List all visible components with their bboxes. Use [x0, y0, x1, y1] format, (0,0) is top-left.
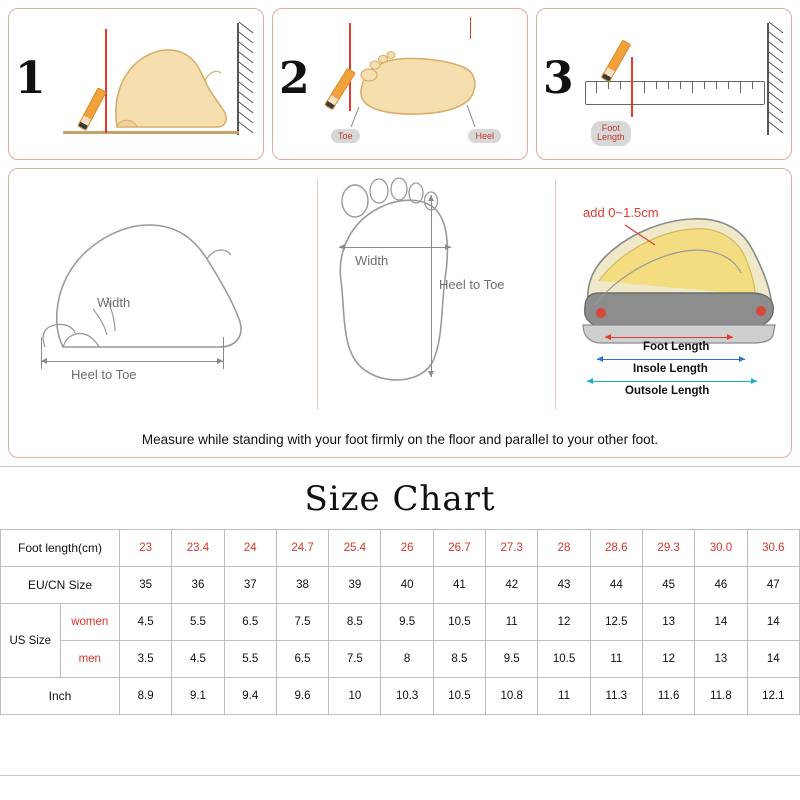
side-htt-tick-left: [41, 337, 42, 369]
step-number-1: 1: [15, 53, 46, 104]
cell: 11.6: [642, 678, 694, 715]
red-mark-line-3: [631, 57, 633, 117]
cell: 41: [433, 567, 485, 604]
cell: 9.6: [276, 678, 328, 715]
panel-divider-1: [317, 179, 318, 409]
insole-length-arrow: [597, 359, 745, 360]
cell: 28: [538, 530, 590, 567]
top-view-foot-outline: [321, 175, 551, 425]
cell: 10: [329, 678, 381, 715]
cell: 47: [747, 567, 799, 604]
table-row-eu-cn: [1, 567, 800, 604]
row-label-inch: Inch: [1, 678, 120, 715]
foot-length-label-line1: Foot: [601, 123, 620, 133]
side-heel-to-toe-label: Heel to Toe: [71, 367, 137, 382]
cell: 42: [486, 567, 538, 604]
cell: 4.5: [120, 604, 172, 641]
foot-length-label-line2: Length: [597, 132, 625, 143]
cell: 30.6: [747, 530, 799, 567]
wall-line-3: [767, 23, 769, 135]
table-row-us-men: [1, 641, 800, 678]
table-row-us-women: [1, 604, 800, 641]
foot-length-arrow: [605, 337, 733, 338]
size-chart-section: [0, 466, 800, 776]
cell: 11: [538, 678, 590, 715]
cell: 5.5: [224, 641, 276, 678]
step-panel-1: [8, 8, 264, 160]
cell: 9.5: [486, 641, 538, 678]
size-chart-title: Size Chart: [304, 479, 496, 519]
side-width-label: Width: [97, 295, 131, 310]
table-row-inch: [1, 678, 800, 715]
step-panel-3: [536, 8, 792, 160]
cell: 43: [538, 567, 590, 604]
heel-label: Heel: [468, 129, 501, 143]
measurement-note: Measure while standing with your foot firmly on the floor and parallel to your other foot.: [141, 432, 659, 447]
step-panel-2: [272, 8, 528, 160]
cell: 40: [381, 567, 433, 604]
cell: 10.3: [381, 678, 433, 715]
cell: 37: [224, 567, 276, 604]
cell: 10.8: [486, 678, 538, 715]
row-label-eu-cn: EU/CN Size: [1, 567, 120, 604]
cell: 14: [747, 604, 799, 641]
cell: 39: [329, 567, 381, 604]
cell: 14: [747, 641, 799, 678]
cell: 23: [120, 530, 172, 567]
add-allowance-label: add 0~1.5cm: [583, 205, 659, 220]
cell: 12: [538, 604, 590, 641]
cell: 8: [381, 641, 433, 678]
step-number-3: 3: [543, 53, 574, 104]
panel-divider-2: [555, 179, 556, 409]
cell: 28.6: [590, 530, 642, 567]
insole-length-label: Insole Length: [633, 363, 708, 375]
steps-row: [0, 0, 800, 160]
cell: 29.3: [642, 530, 694, 567]
wall-hatching-3: [769, 23, 783, 135]
cell: 7.5: [329, 641, 381, 678]
cell: 11.8: [695, 678, 747, 715]
cell: 13: [642, 604, 694, 641]
cell: 4.5: [172, 641, 224, 678]
cell: 36: [172, 567, 224, 604]
cell: 44: [590, 567, 642, 604]
cell: 13: [695, 641, 747, 678]
top-heel-to-toe-label: Heel to Toe: [439, 277, 505, 292]
cell: 6.5: [224, 604, 276, 641]
cell: 3.5: [120, 641, 172, 678]
cell: 23.4: [172, 530, 224, 567]
row-label-foot-length: Foot length(cm): [1, 530, 120, 567]
side-heel-to-toe-arrow: [41, 361, 223, 362]
table-row-foot-length: [1, 530, 800, 567]
row-sub-label-women: women: [60, 604, 120, 641]
cell: 12.5: [590, 604, 642, 641]
foot-side-illustration-1: [9, 9, 259, 160]
cell: 45: [642, 567, 694, 604]
row-label-us-size: US Size: [1, 604, 61, 678]
cell: 8.5: [329, 604, 381, 641]
cell: 46: [695, 567, 747, 604]
outsole-length-label: Outsole Length: [625, 385, 710, 397]
cell: 24.7: [276, 530, 328, 567]
cell: 11.3: [590, 678, 642, 715]
cell: 12: [642, 641, 694, 678]
cell: 6.5: [276, 641, 328, 678]
cell: 9.1: [172, 678, 224, 715]
top-heel-to-toe-arrow: [431, 195, 432, 377]
cell: 26.7: [433, 530, 485, 567]
pencil-icon-3: [601, 39, 632, 82]
cell: 27.3: [486, 530, 538, 567]
foot-length-label-step3: [591, 121, 631, 146]
outsole-length-arrow: [587, 381, 757, 382]
toe-label: Toe: [331, 129, 360, 143]
measurement-panel: [8, 168, 792, 458]
cell: 38: [276, 567, 328, 604]
cell: 14: [695, 604, 747, 641]
cell: 9.5: [381, 604, 433, 641]
cell: 8.5: [433, 641, 485, 678]
cell: 9.4: [224, 678, 276, 715]
cell: 11: [590, 641, 642, 678]
cell: 10.5: [538, 641, 590, 678]
cell: 5.5: [172, 604, 224, 641]
side-view-foot-outline: [15, 177, 315, 417]
cell: 8.9: [120, 678, 172, 715]
cell: 35: [120, 567, 172, 604]
cell: 24: [224, 530, 276, 567]
cell: 30.0: [695, 530, 747, 567]
foot-length-label: Foot Length: [643, 341, 710, 353]
cell: 26: [381, 530, 433, 567]
cell: 12.1: [747, 678, 799, 715]
top-width-label: Width: [355, 253, 389, 268]
side-htt-tick-right: [223, 337, 224, 369]
step-number-2: 2: [279, 53, 310, 104]
cell: 25.4: [329, 530, 381, 567]
cell: 7.5: [276, 604, 328, 641]
cell: 11: [486, 604, 538, 641]
size-chart-table: [0, 529, 800, 715]
cell: 10.5: [433, 604, 485, 641]
top-width-arrow: [339, 247, 451, 248]
row-sub-label-men: men: [60, 641, 120, 678]
cell: 10.5: [433, 678, 485, 715]
ruler-icon: [585, 81, 765, 105]
